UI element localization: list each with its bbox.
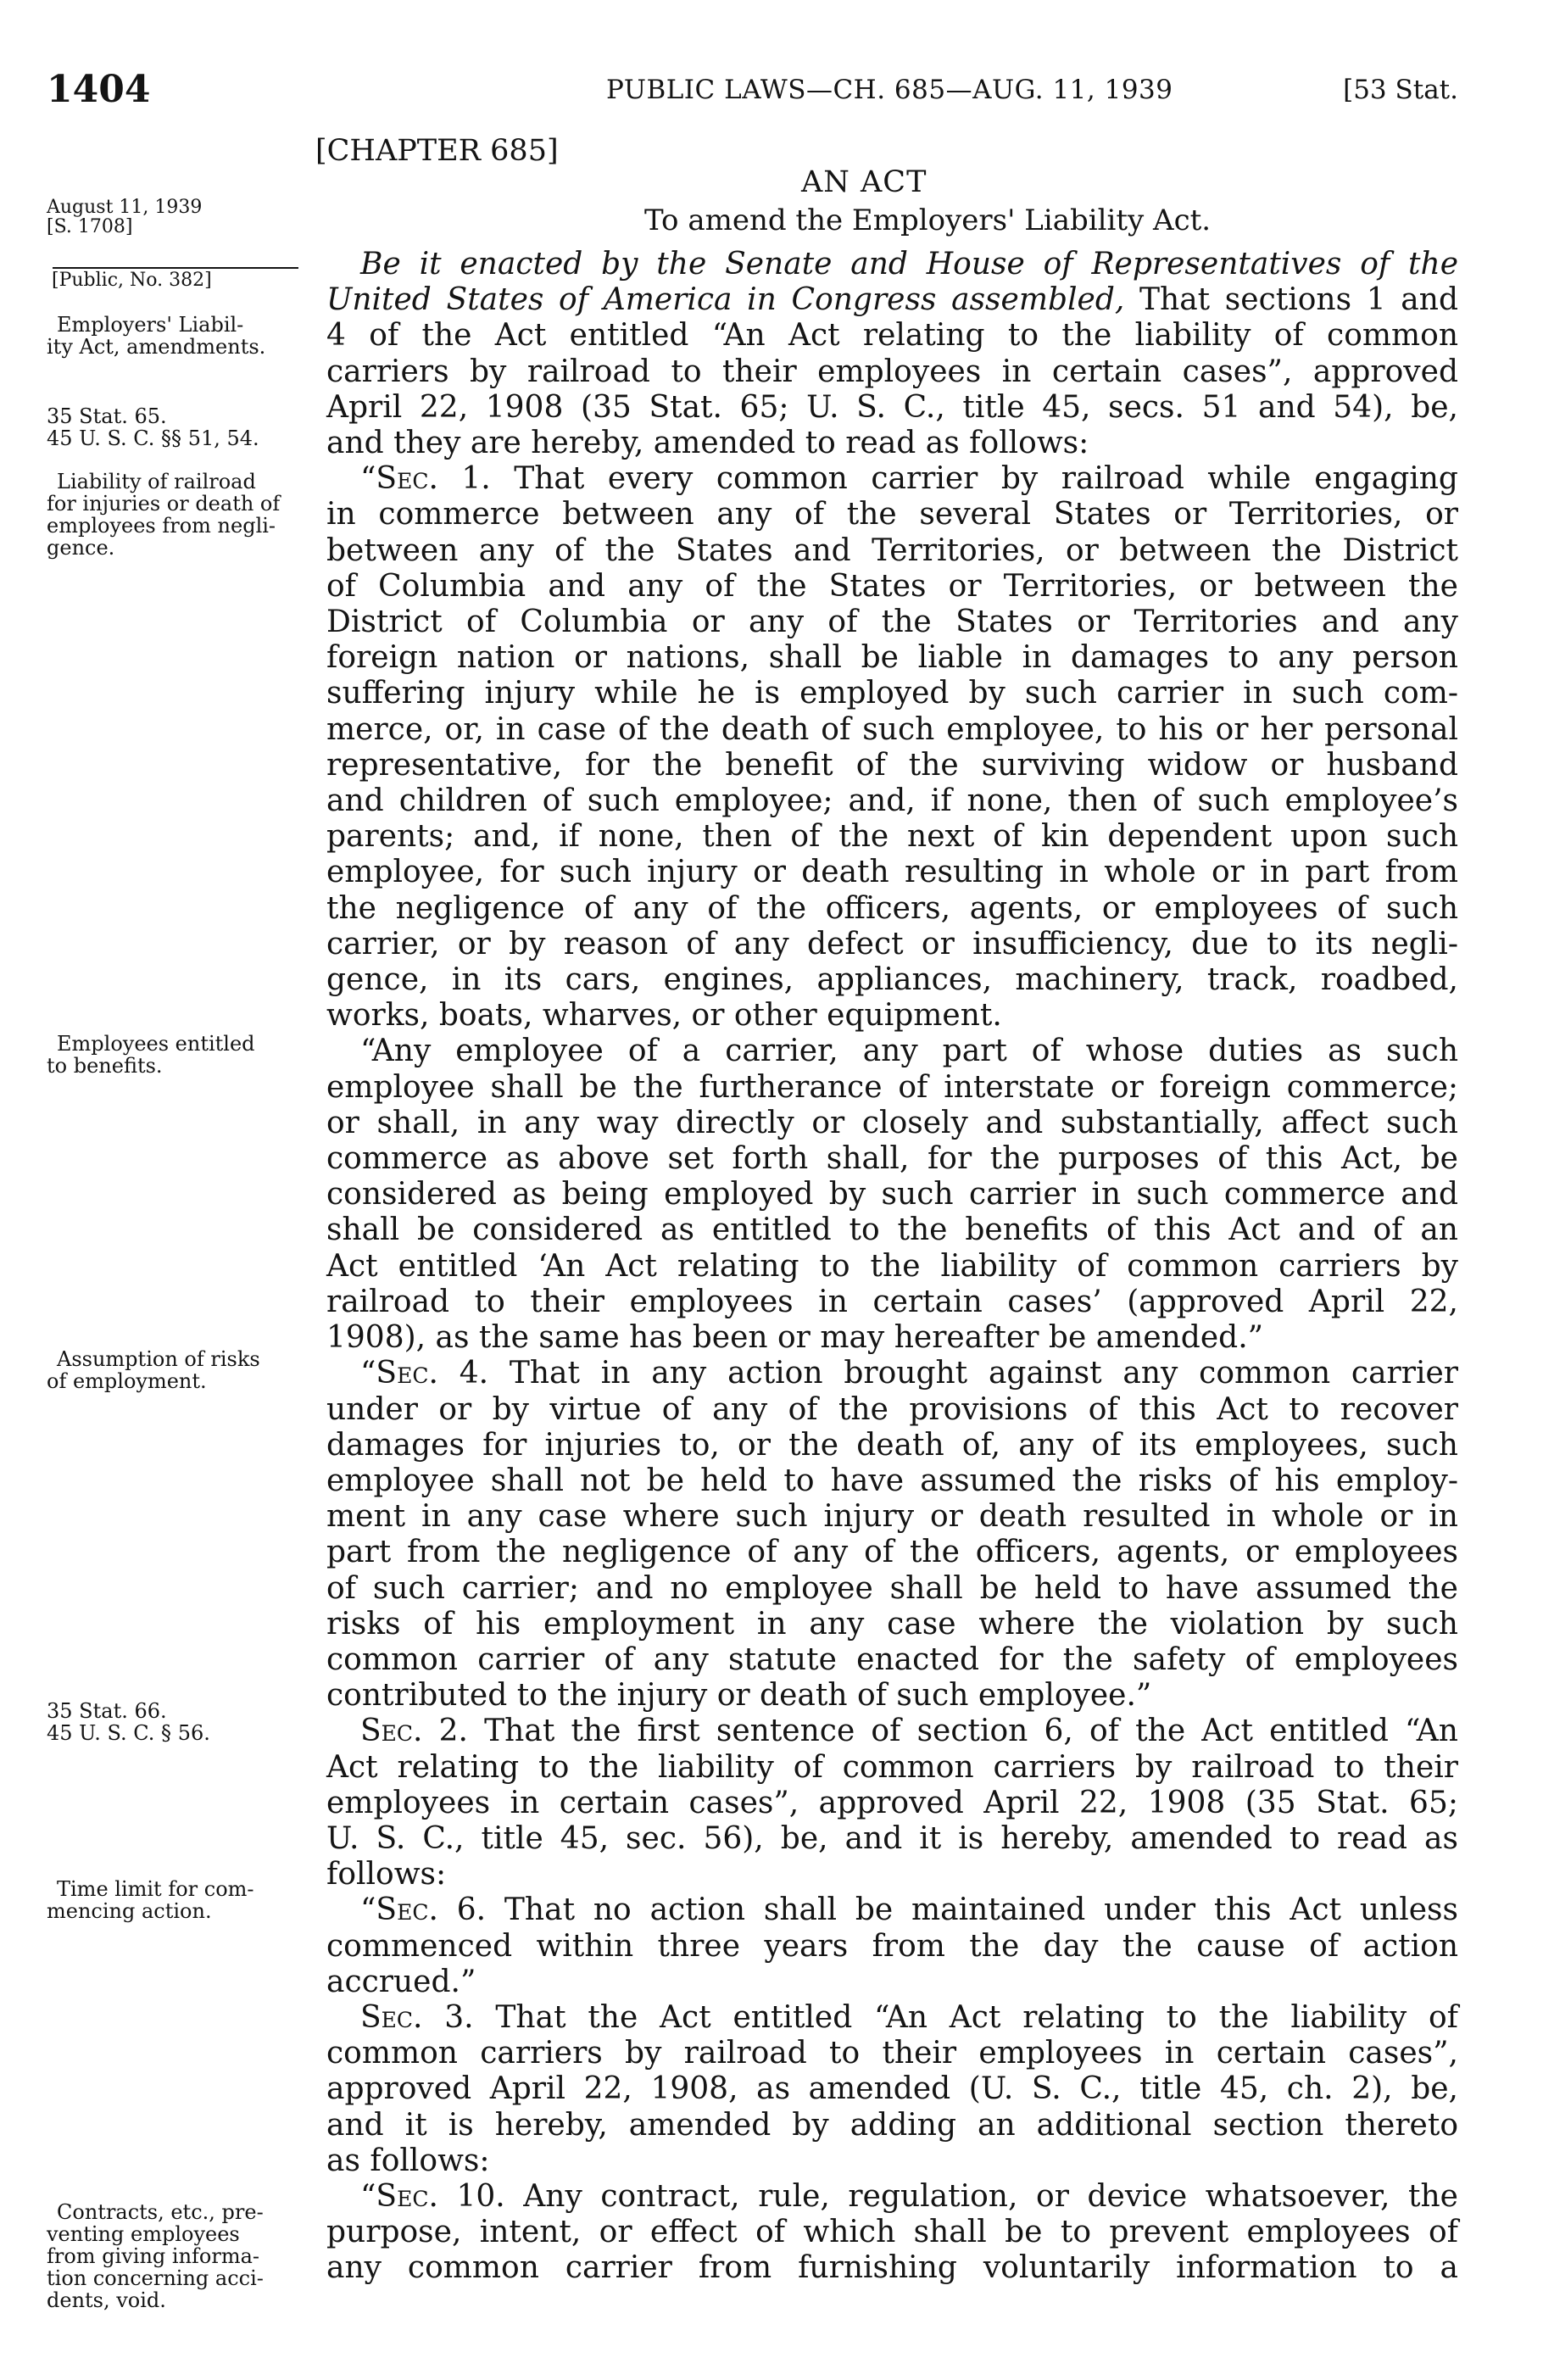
margin-note-time-limit: Time limit for com- mencing action. — [47, 1877, 254, 1923]
text-line: damages for injuries to, or the death of, any of its employees, such — [326, 1427, 1458, 1463]
text-line: and they are hereby, amended to read as follows: — [326, 426, 1089, 461]
text-line: parents; and, if none, then of the next of kin dependent upon such — [326, 819, 1458, 855]
section-1-start: “Sec. 1. That every common carrier by railroad while engaging — [360, 461, 1458, 497]
text-line: considered as being employed by such carrier in such commerce and — [326, 1177, 1458, 1212]
text-line: follows: — [326, 1857, 447, 1892]
text-line: and it is hereby, amended by adding an additional section thereto — [326, 2107, 1458, 2143]
text-line: of such carrier; and no employee shall be held to have assumed the — [326, 1570, 1458, 1606]
margin-note-date: August 11, 1939 [S. 1708] — [47, 197, 203, 237]
text-line: merce, or, in case of the death of such employee, to his or her personal — [326, 711, 1458, 747]
text-line: accrued.” — [326, 1964, 476, 1999]
text-line: works, boats, wharves, or other equipment. — [326, 998, 1002, 1034]
text-line: and children of such employee; and, if none, then of such employee’s — [326, 783, 1458, 819]
text-line: employee shall be the furtherance of interstate or foreign commerce; — [326, 1069, 1458, 1105]
margin-note-citation-1: 35 Stat. 65. 45 U. S. C. §§ 51, 54. — [47, 404, 259, 450]
margin-note-citation-2: 35 Stat. 66. 45 U. S. C. § 56. — [47, 1699, 210, 1745]
text-line: Act entitled ‘An Act relating to the liability of common carriers by — [326, 1248, 1458, 1284]
text-line: as follows: — [326, 2143, 490, 2178]
margin-note-employers-liability: Employers' Liabil- ity Act, amendments. — [47, 313, 266, 359]
text-line: representative, for the benefit of the surviving widow or husband — [326, 747, 1458, 783]
text-line: gence, in its cars, engines, appliances, machinery, track, roadbed, — [326, 962, 1458, 998]
text-line: common carriers by railroad to their employees in certain cases”, — [326, 2036, 1458, 2071]
page-number: 1404 — [47, 68, 151, 111]
text-line: Act relating to the liability of common carriers by railroad to their — [326, 1749, 1458, 1785]
text-line: under or by virtue of any of the provisions of this Act to recover — [326, 1391, 1458, 1427]
text-line: foreign nation or nations, shall be liable in damages to any person — [326, 640, 1458, 676]
text-line: 1908), as the same has been or may hereafter be amended.” — [326, 1320, 1264, 1356]
text-line: purpose, intent, or effect of which shall be to prevent employees of — [326, 2215, 1458, 2250]
text-line: District of Columbia or any of the States or Territories and any — [326, 605, 1458, 640]
text-line: any common carrier from furnishing voluntarily information to a — [326, 2250, 1458, 2286]
margin-note-assumption-risks: Assumption of risks of employment. — [47, 1347, 260, 1393]
text-line: between any of the States and Territories, or between the District — [326, 532, 1458, 568]
text-line: or shall, in any way directly or closely and substantially, affect such — [326, 1105, 1458, 1140]
text-line: risks of his employment in any case where the violation by such — [326, 1606, 1458, 1641]
running-header — [47, 68, 1458, 119]
text-line: part from the negligence of any of the officers, agents, or employees — [326, 1535, 1458, 1570]
text-line: “Any employee of a carrier, any part of whose duties as such — [360, 1034, 1458, 1069]
text-line: of Columbia and any of the States or Territories, or between the — [326, 568, 1458, 604]
text-line: railroad to their employees in certain cases’ (approved April 22, — [326, 1284, 1458, 1319]
text-line: U. S. C., title 45, sec. 56), be, and it is hereby, amended to read as — [326, 1820, 1458, 1856]
text-line: carrier, or by reason of any defect or insufficiency, due to its negli- — [326, 926, 1458, 961]
text-line: the negligence of any of the officers, agents, or employees of such — [326, 890, 1458, 926]
running-title: PUBLIC LAWS—CH. 685—AUG. 11, 1939 — [606, 75, 1173, 105]
margin-note-liability-railroad: Liability of railroad for injuries or death of employees from negli- gence. — [47, 470, 281, 560]
text-line: common carrier of any statute enacted for the safety of employees — [326, 1641, 1458, 1677]
margin-note-contracts-void: Contracts, etc., pre- venting employees from giving informa- tion concerning acci- dents, void. — [47, 2200, 264, 2312]
text-line: shall be considered as entitled to the benefits of this Act and of an — [326, 1212, 1458, 1248]
text-line: Be it enacted by the Senate and House of Representatives of the — [360, 247, 1458, 281]
chapter-heading: [CHAPTER 685] — [315, 134, 559, 168]
section-2-start: Sec. 2. That the first sentence of section 6, of the Act entitled “An — [360, 1714, 1458, 1749]
act-body-text — [326, 247, 1458, 2287]
statute-reference: [53 Stat. — [1343, 75, 1458, 105]
text-line: commerce as above set forth shall, for the purposes of this Act, be — [326, 1141, 1458, 1177]
text-line: employee, for such injury or death resulting in whole or in part from — [326, 855, 1458, 890]
section-6-start: “Sec. 6. That no action shall be maintained under this Act unless — [360, 1892, 1458, 1928]
text-line: in commerce between any of the several States or Territories, or — [326, 497, 1458, 532]
section-10-start: “Sec. 10. Any contract, rule, regulation, or device whatsoever, the — [360, 2178, 1458, 2214]
text-line: carriers by railroad to their employees in certain cases”, approved — [326, 354, 1458, 389]
section-4-start: “Sec. 4. That in any action brought against any common carrier — [360, 1356, 1458, 1391]
text-line: suffering injury while he is employed by such carrier in such com- — [326, 676, 1458, 711]
margin-rule — [53, 267, 298, 269]
margin-note-employees-entitled: Employees entitled to benefits. — [47, 1032, 255, 1078]
act-purpose: To amend the Employers' Liability Act. — [644, 203, 1212, 237]
section-3-start: Sec. 3. That the Act entitled “An Act relating to the liability of — [360, 1999, 1459, 2035]
text-line: 4 of the Act entitled “An Act relating to the liability of common — [326, 318, 1458, 354]
text-line: contributed to the injury or death of such employee.” — [326, 1678, 1152, 1714]
text-line: employees in certain cases”, approved April 22, 1908 (35 Stat. 65; — [326, 1785, 1458, 1820]
margin-note-public-law: [Public, No. 382] — [52, 270, 212, 291]
act-title: AN ACT — [801, 165, 927, 199]
text-line: United States of America in Congress assembled, That sections 1 and — [326, 282, 1458, 318]
text-line: ment in any case where such injury or death resulted in whole or in — [326, 1499, 1458, 1535]
text-line: April 22, 1908 (35 Stat. 65; U. S. C., title 45, secs. 51 and 54), be, — [326, 389, 1458, 425]
text-line: commenced within three years from the day the cause of action — [326, 1928, 1458, 1964]
text-line: approved April 22, 1908, as amended (U. S. C., title 45, ch. 2), be, — [326, 2071, 1458, 2107]
text-line: employee shall not be held to have assumed the risks of his employ- — [326, 1463, 1458, 1498]
